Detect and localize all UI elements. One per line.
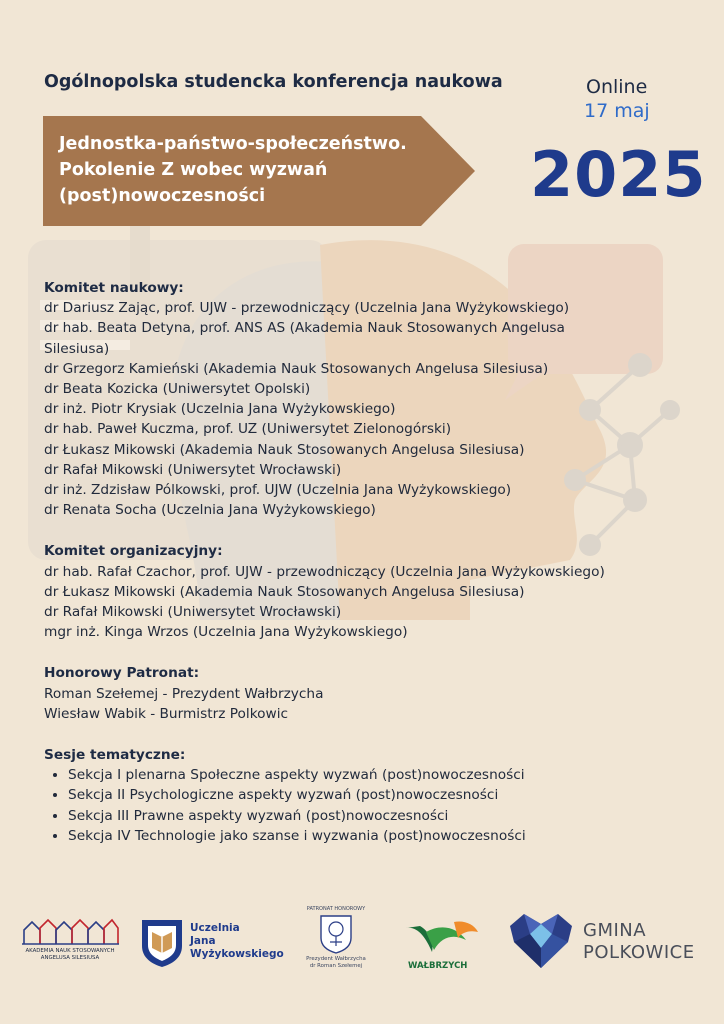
logos-row xyxy=(0,900,724,990)
event-mode: Online xyxy=(586,76,648,98)
patron: Roman Szełemej - Prezydent Wałbrzycha xyxy=(44,685,324,702)
session-item: • Sekcja I plenarna Społeczne aspekty wyzwań (post)nowoczesności xyxy=(68,765,704,785)
main-content xyxy=(44,278,704,846)
event-date: 17 maj xyxy=(584,100,650,122)
scientific-committee-title: Komitet naukowy: xyxy=(44,280,184,296)
conference-title xyxy=(43,116,443,226)
scientific-member: dr Renata Socha (Uczelnia Jana Wyżykowskiego) xyxy=(44,502,376,519)
ans-logo-text: AKADEMIA NAUK STOSOWANYCH ANGELUSA SILESIUSA xyxy=(25,948,115,961)
session-item: • Sekcja III Prawne aspekty wyzwań (post)nowoczesności xyxy=(68,806,704,826)
polkowice-logo-text: GMINA POLKOWICE xyxy=(583,920,695,963)
patron: Wiesław Wabik - Burmistrz Polkowic xyxy=(44,705,289,722)
event-year: 2025 xyxy=(530,138,707,211)
sessions-list xyxy=(44,765,704,846)
scientific-member: dr hab. Paweł Kuczma, prof. UZ (Uniwersytet Zielonogórski) xyxy=(44,421,452,438)
session-item: • Sekcja II Psychologiczne aspekty wyzwań (post)nowoczesności xyxy=(68,785,704,805)
ujw-logo-text: Uczelnia Jana Wyżykowskiego xyxy=(190,922,284,960)
ujw-shield-icon xyxy=(140,918,184,968)
scientific-member: dr inż. Zdzisław Pólkowski, prof. UJW (Uczelnia Jana Wyżykowskiego) xyxy=(44,482,512,499)
scientific-member: dr Grzegorz Kamieński (Akademia Nauk Stosowanych Angelusa Silesiusa) xyxy=(44,360,549,377)
walbrzych-logo-icon xyxy=(404,918,480,958)
scientific-member: dr inż. Piotr Krysiak (Uczelnia Jana Wyżykowskiego) xyxy=(44,401,396,418)
organizing-committee-title: Komitet organizacyjny: xyxy=(44,543,223,560)
scientific-member: dr hab. Beata Detyna, prof. ANS AS (Akademia Nauk Stosowanych Angelusa xyxy=(44,320,565,337)
scientific-member: Silesiusa) xyxy=(44,340,110,357)
session-item: • Sekcja IV Technologie jako szanse i wyzwania (post)nowoczesności xyxy=(68,826,704,846)
title-line-2: Pokolenie Z wobec wyzwań xyxy=(59,160,328,180)
patronat-label: PATRONAT HONOROWY xyxy=(306,906,366,912)
scientific-member: dr Rafał Mikowski (Uniwersytet Wrocławski) xyxy=(44,461,342,478)
scientific-member: dr Dariusz Zając, prof. UJW - przewodniczący (Uczelnia Jana Wyżykowskiego) xyxy=(44,300,570,317)
title-line-3: (post)nowoczesności xyxy=(59,186,266,206)
organizing-member: mgr inż. Kinga Wrzos (Uczelnia Jana Wyżykowskiego) xyxy=(44,624,408,641)
conference-type: Ogólnopolska studencka konferencja naukowa xyxy=(44,72,503,92)
walbrzych-crest-icon xyxy=(319,914,353,954)
polkowice-logo-icon xyxy=(508,912,574,970)
patronat-text: Prezydent Wałbrzycha dr Roman Szełemej xyxy=(306,956,366,969)
organizing-member: dr hab. Rafał Czachor, prof. UJW - przewodniczący (Uczelnia Jana Wyżykowskiego) xyxy=(44,563,605,580)
walbrzych-logo-text: WAŁBRZYCH xyxy=(408,961,468,971)
title-line-1: Jednostka-państwo-społeczeństwo. xyxy=(59,134,407,154)
organizing-member: dr Łukasz Mikowski (Akademia Nauk Stosowanych Angelusa Silesiusa) xyxy=(44,583,525,600)
sessions-title: Sesje tematyczne: xyxy=(44,747,186,764)
organizing-member: dr Rafał Mikowski (Uniwersytet Wrocławski) xyxy=(44,604,342,621)
scientific-member: dr Beata Kozicka (Uniwersytet Opolski) xyxy=(44,381,311,398)
scientific-member: dr Łukasz Mikowski (Akademia Nauk Stosowanych Angelusa Silesiusa) xyxy=(44,441,525,458)
patronage-title: Honorowy Patronat: xyxy=(44,665,200,682)
